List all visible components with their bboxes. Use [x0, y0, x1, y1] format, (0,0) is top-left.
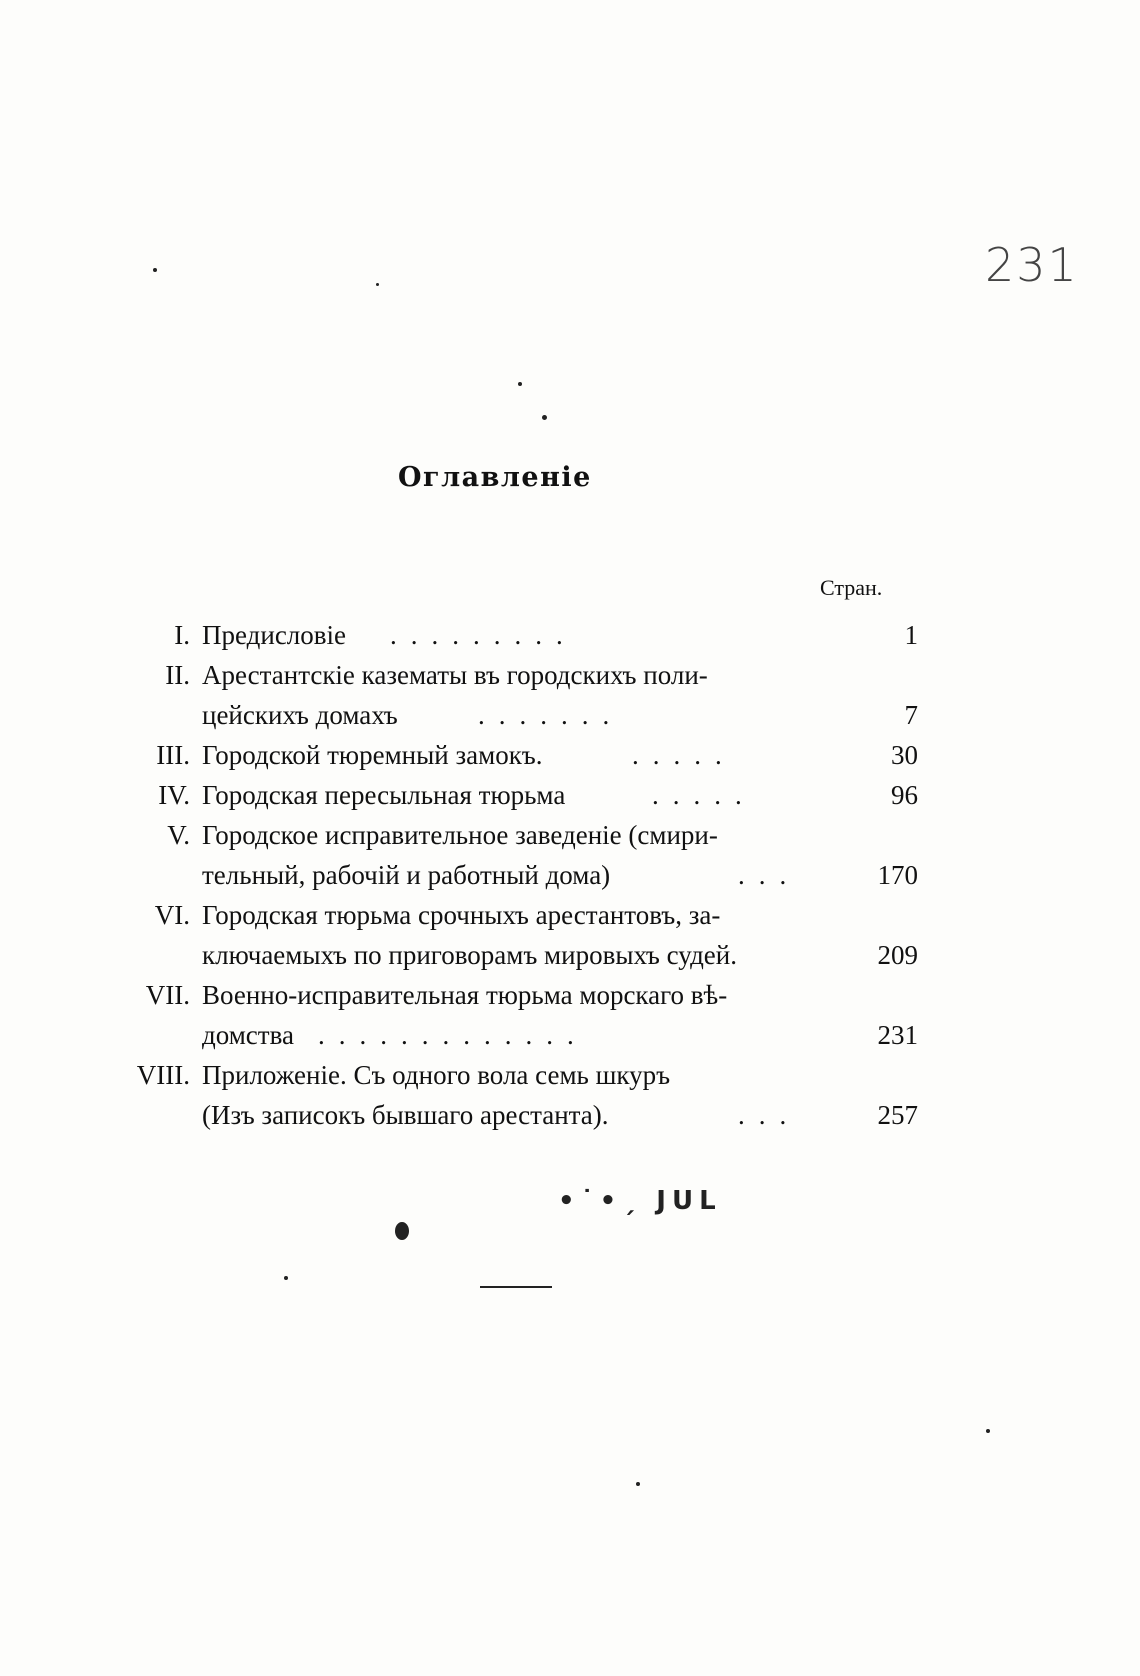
leader-dots: ......... [390, 620, 577, 650]
toc-page-number: 170 [877, 860, 918, 890]
toc-entry-2-cont [0, 700, 1140, 740]
toc-page-number: 7 [904, 700, 918, 730]
toc-page-number: 1 [904, 620, 918, 650]
toc-entry-title: Военно-исправительная тюрьма морскаго вѣ- [202, 980, 728, 1010]
toc-page-number: 209 [877, 940, 918, 970]
stamp-dots: •˙•ˏ [558, 1186, 657, 1216]
scan-speck [284, 1276, 288, 1280]
toc-numeral: VIII. [136, 1060, 190, 1090]
toc-entry-title: Городская пересыльная тюрьма [202, 780, 566, 810]
leader-dots: ............. [318, 1020, 588, 1050]
toc-entry-title-cont: цейскихъ домахъ [202, 700, 398, 730]
toc-page-number: 96 [891, 780, 918, 810]
toc-entry-title: Городской тюремный замокъ. [202, 740, 543, 770]
ink-blot [395, 1222, 409, 1240]
bottom-rule-divider [480, 1286, 552, 1288]
toc-entry-title: Предисловіе [202, 620, 347, 650]
toc-numeral: II. [165, 660, 190, 690]
scan-speck [542, 415, 547, 420]
toc-entry-title-cont: ключаемыхъ по приговорамъ мировыхъ судей. [202, 940, 737, 970]
toc-entry-2 [0, 660, 1140, 700]
toc-page-number: 231 [877, 1020, 918, 1050]
toc-numeral: VI. [154, 900, 190, 930]
handwritten-page-number: 231 [985, 238, 1079, 292]
toc-entry-title-cont: домства [202, 1020, 294, 1050]
toc-entry-title: Арестантскіе казематы въ городскихъ поли- [202, 660, 708, 690]
toc-entry-3 [0, 740, 1140, 780]
toc-entry-title: Городская тюрьма срочныхъ арестантовъ, за- [202, 900, 721, 930]
toc-entry-7 [0, 980, 1140, 1020]
toc-entry-5-cont [0, 860, 1140, 900]
toc-entry-8-cont [0, 1100, 1140, 1140]
leader-dots: ..... [652, 780, 756, 810]
leader-dots: ... [738, 1100, 801, 1130]
toc-numeral: III. [156, 740, 190, 770]
page-column-header: Стран. [820, 575, 883, 600]
library-stamp [558, 1186, 722, 1216]
toc-numeral: IV. [158, 780, 190, 810]
scan-speck [153, 268, 157, 272]
toc-entry-6-cont [0, 940, 1140, 980]
page-title: Оглавленіе [398, 462, 592, 493]
scan-speck [518, 382, 522, 386]
leader-dots: ....... [478, 700, 624, 730]
leader-dots: ..... [632, 740, 736, 770]
toc-page-number: 30 [891, 740, 918, 770]
toc-entry-8 [0, 1060, 1140, 1100]
toc-entry-6 [0, 900, 1140, 940]
scan-speck [636, 1482, 640, 1486]
toc-entry-5 [0, 820, 1140, 860]
scan-speck [986, 1429, 990, 1433]
toc-numeral: V. [167, 820, 190, 850]
toc-numeral: VII. [145, 980, 190, 1010]
toc-entry-title: Приложеніе. Съ одного вола семь шкуръ [202, 1060, 671, 1090]
toc-entry-title-cont: (Изъ записокъ бывшаго арестанта). [202, 1100, 609, 1130]
toc-page-number: 257 [877, 1100, 918, 1130]
toc-entry-title: Городское исправительное заведеніе (смири- [202, 820, 718, 850]
toc-numeral: I. [174, 620, 190, 650]
toc-entry-1 [0, 620, 1140, 660]
leader-dots: ... [738, 860, 801, 890]
toc-entry-title-cont: тельный, рабочій и работный дома) [202, 860, 611, 890]
toc-entry-7-cont [0, 1020, 1140, 1060]
scan-speck [376, 283, 379, 286]
stamp-text: JUL [656, 1186, 722, 1216]
toc-entry-4 [0, 780, 1140, 820]
